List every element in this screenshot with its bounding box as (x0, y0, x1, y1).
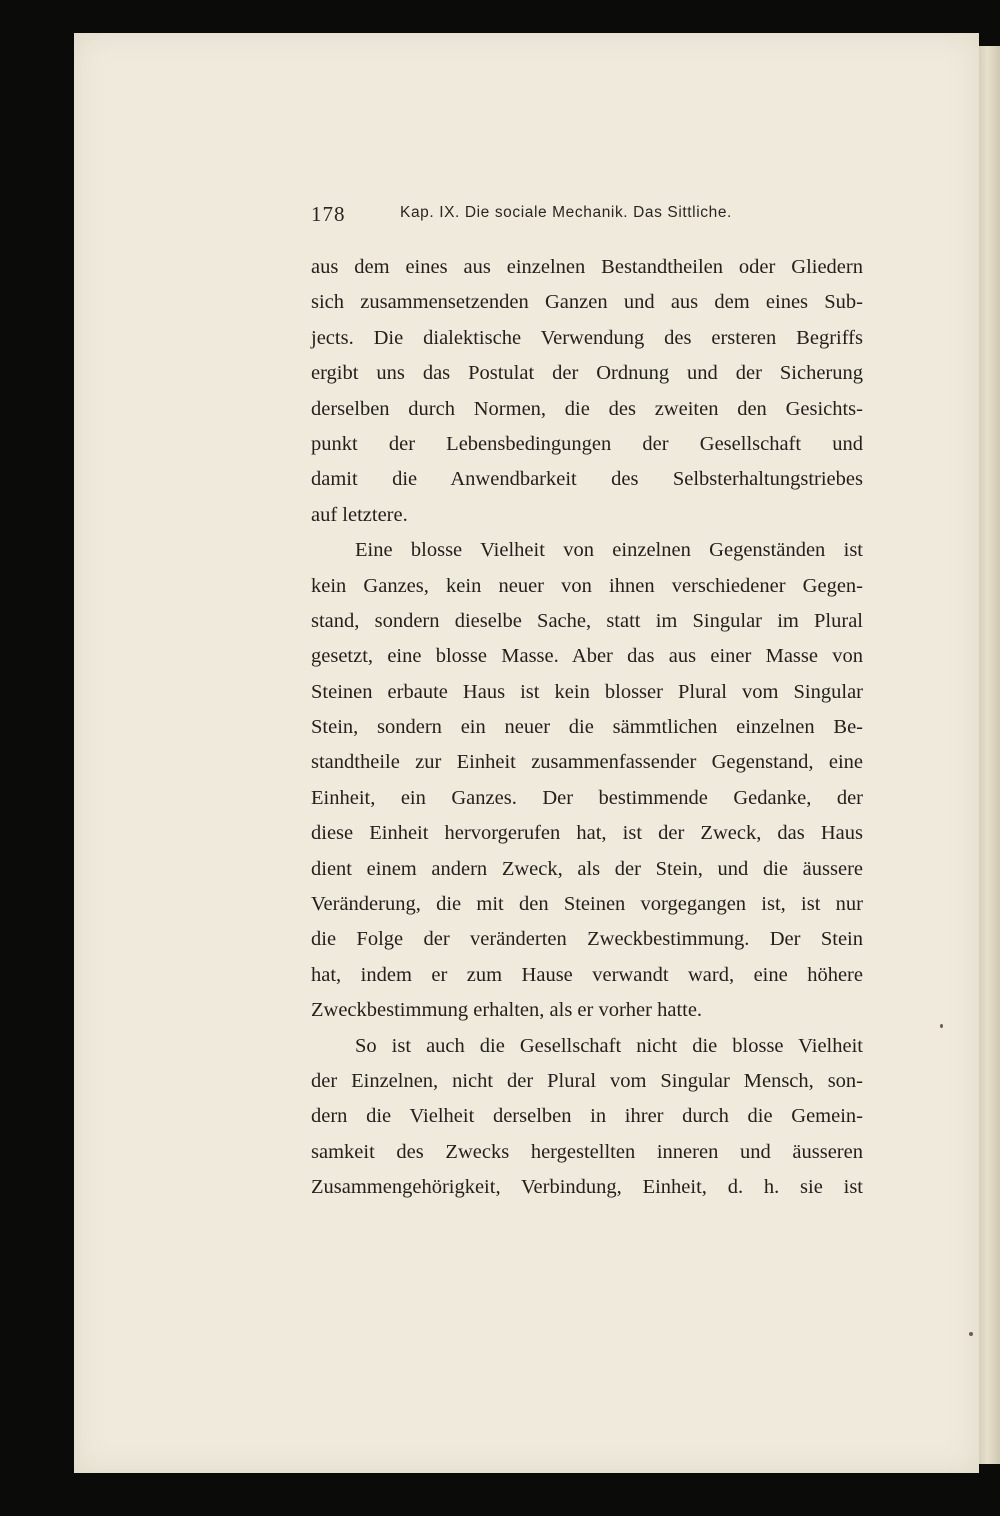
text-line: diese Einheit hervorgerufen hat, ist der Zweck, das Haus (311, 822, 863, 845)
text-line: die Folge der veränderten Zweckbestimmung. Der Stein (311, 928, 863, 951)
body-text (311, 250, 863, 1206)
text-line: derselben durch Normen, die des zweiten den Gesichts- (311, 397, 863, 420)
text-line: Steinen erbaute Haus ist kein blosser Plural vom Singular (311, 680, 863, 703)
text-line: Einheit, ein Ganzes. Der bestimmende Gedanke, der (311, 786, 863, 809)
text-line: samkeit des Zwecks hergestellten inneren und äusseren (311, 1140, 863, 1163)
text-line: punkt der Lebensbedingungen der Gesellschaft und (311, 432, 863, 455)
paper-speck (969, 1332, 973, 1336)
text-line: Veränderung, die mit den Steinen vorgegangen ist, ist nur (311, 893, 863, 916)
text-line: Zweckbestimmung erhalten, als er vorher hatte. (311, 999, 703, 1022)
page-stack-edge (979, 46, 1000, 1464)
text-line: So ist auch die Gesellschaft nicht die blosse Vielheit (355, 1034, 863, 1057)
text-line: dern die Vielheit derselben in ihrer durch die Gemein- (311, 1105, 863, 1128)
text-line: dient einem andern Zweck, als der Stein, und die äussere (311, 857, 863, 880)
text-line: Eine blosse Vielheit von einzelnen Gegenständen ist (355, 539, 863, 562)
text-line: kein Ganzes, kein neuer von ihnen verschiedener Gegen- (311, 574, 863, 597)
text-line: damit die Anwendbarkeit des Selbsterhaltungstriebes (311, 468, 863, 491)
text-line: standtheile zur Einheit zusammenfassender Gegenstand, eine (311, 751, 863, 774)
text-line: Stein, sondern ein neuer die sämmtlichen einzelnen Be- (311, 716, 863, 739)
paper-speck (940, 1024, 943, 1028)
text-line: aus dem eines aus einzelnen Bestandtheilen oder Gliedern (311, 256, 863, 278)
text-line: der Einzelnen, nicht der Plural vom Singular Mensch, son- (311, 1069, 863, 1092)
text-line: sich zusammensetzenden Ganzen und aus dem eines Sub- (311, 291, 863, 314)
text-line: stand, sondern dieselbe Sache, statt im Singular im Plural (311, 609, 863, 632)
text-line: ergibt uns das Postulat der Ordnung und der Sicherung (311, 362, 863, 385)
chapter-title: Kap. IX. Die sociale Mechanik. Das Sittliche. (400, 204, 732, 221)
text-line: Zusammengehörigkeit, Verbindung, Einheit, d. h. sie ist (311, 1176, 863, 1199)
running-head (311, 202, 871, 230)
text-line: hat, indem er zum Hause verwandt ward, eine höhere (311, 963, 863, 986)
text-line: gesetzt, eine blosse Masse. Aber das aus einer Masse von (311, 645, 863, 668)
text-line: auf letztere. (311, 503, 408, 526)
page-number: 178 (311, 202, 346, 226)
text-line: jects. Die dialektische Verwendung des ersteren Begriffs (311, 326, 863, 349)
